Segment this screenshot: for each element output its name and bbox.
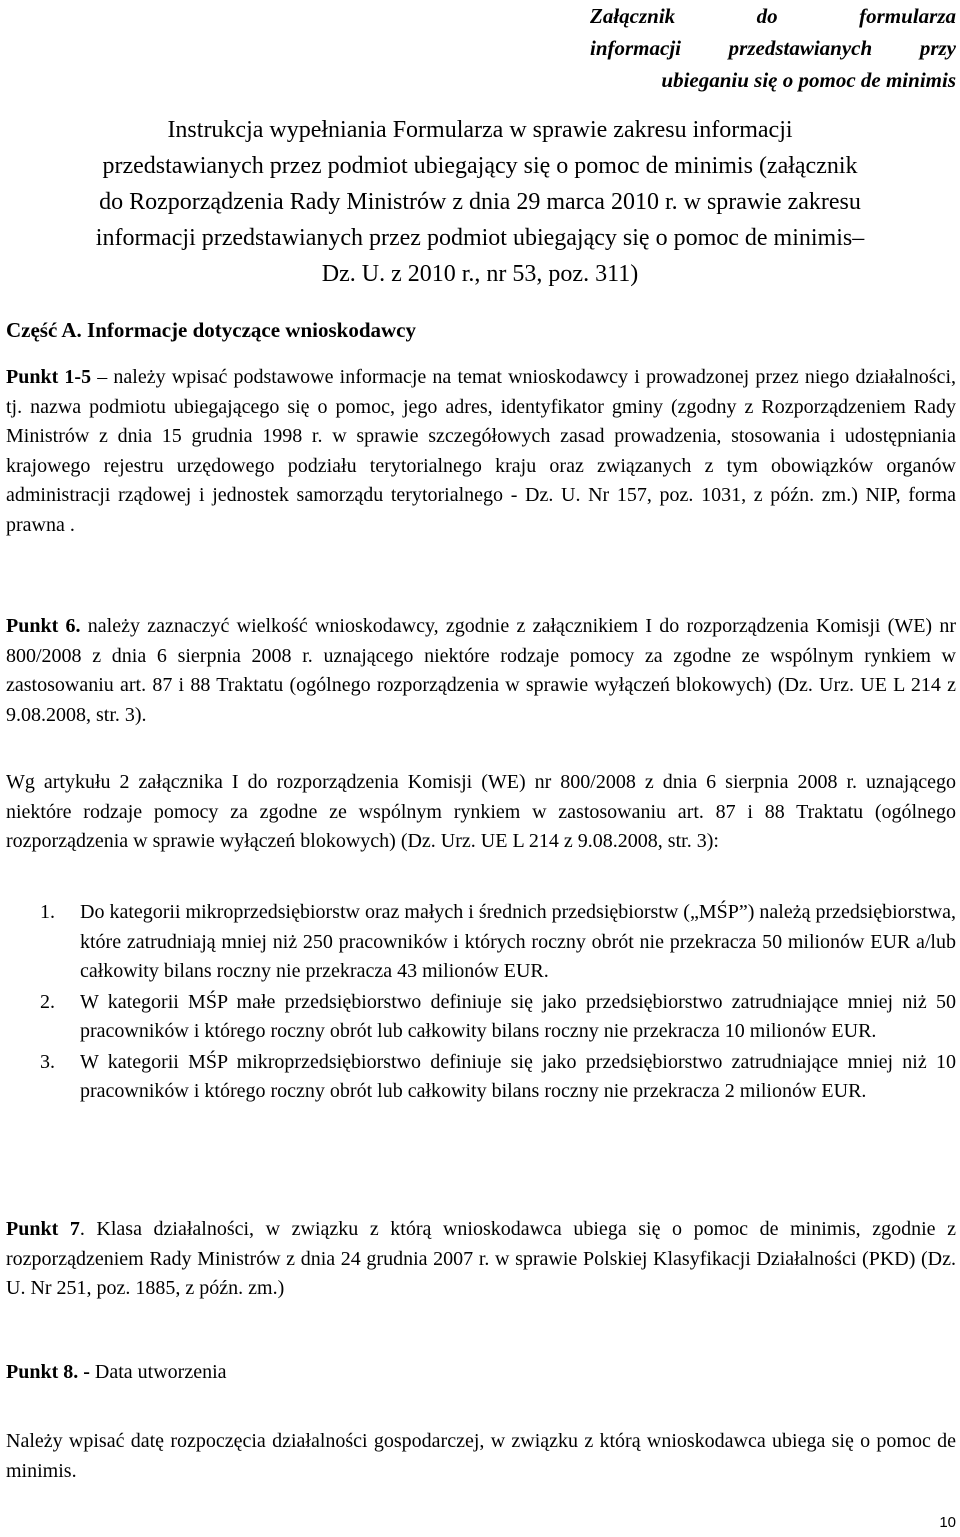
- title-line: Instrukcja wypełniania Formularza w sprawie zakresu informacji: [167, 117, 793, 143]
- punkt-label: Punkt 6.: [6, 615, 81, 637]
- list-item-number: 2.: [40, 990, 55, 1013]
- page-number: 10: [939, 1514, 956, 1531]
- section-heading: Część A. Informacje dotyczące wnioskodawcy: [6, 318, 417, 342]
- title-line: do Rozporządzenia Rady Ministrów z dnia 29 marca 2010 r. w sprawie zakresu: [99, 189, 861, 215]
- punkt-label: Punkt 1-5: [6, 366, 92, 388]
- punkt-1-5-paragraph: [6, 363, 956, 540]
- article-2-paragraph: Wg artykułu 2 załącznika I do rozporządzenia Komisji (WE) nr 800/2008 z dnia 6 sierpnia 2008 r. uznającego niektóre rodzaje pomocy za zgodne ze wspólnym rynkiem w zastosowaniu art. 87 i 88 Traktatu (ogólnego rozporządzenia w sprawie wyłączeń blokowych) (Dz. Urz. UE L 214 z 9.08.2008, str. 3):: [6, 771, 956, 852]
- msp-definitions-list: [40, 898, 956, 1107]
- attachment-note: [590, 0, 956, 96]
- punkt-8-heading: [6, 1358, 956, 1388]
- punkt-8-paragraph: Należy wpisać datę rozpoczęcia działalności gospodarczej, w związku z którą wnioskodawca ubiega się o pomoc de minimis.: [6, 1430, 956, 1482]
- list-item-text: W kategorii MŚP mikroprzedsiębiorstwo definiuje się jako przedsiębiorstwo zatrudniające mniej niż 10 pracowników i którego roczny obrót lub całkowity bilans roczny nie przekracza 2 milionów EUR.: [80, 1050, 956, 1102]
- punkt-7-paragraph: [6, 1215, 956, 1304]
- title-line: przedstawianych przez podmiot ubiegający się o pomoc de minimis (załącznik: [102, 153, 858, 179]
- list-item-text: W kategorii MŚP małe przedsiębiorstwo definiuje się jako przedsiębiorstwo zatrudniające mniej niż 50 pracowników i którego roczny obrót lub całkowity bilans roczny nie przekracza 10 milionów EUR.: [80, 990, 956, 1042]
- list-item: [40, 988, 956, 1047]
- list-item: [40, 1048, 956, 1107]
- title-line: Dz. U. z 2010 r., nr 53, poz. 311): [321, 261, 639, 287]
- document-title: [4, 112, 956, 292]
- punkt-label: Punkt 7: [6, 1218, 80, 1240]
- punkt-text: – należy wpisać podstawowe informacje na temat wnioskodawcy i prowadzonej przez niego działalności, tj. nazwa podmiotu ubiegającego się o pomoc, jego adres, identyfikator gminy (zgodny z Rozporządzeniem Rady Ministrów z dnia 15 grudnia 1998 r. w sprawie szczegółowych zasad prowadzenia, stosowania i udostępniania krajowego rejestru urzędowego podziału terytorialnego kraju oraz związanych z tym obowiązków organów administracji rządowej i jednostek samorządu terytorialnego - Dz. U. Nr 157, poz. 1031, z późn. zm.) NIP, forma prawna .: [6, 366, 956, 536]
- attachment-line: ubieganiu się o pomoc de minimis: [661, 68, 956, 92]
- attachment-line: Załącznik do formularza: [590, 4, 956, 28]
- title-line: informacji przedstawianych przez podmiot ubiegający się o pomoc de minimis–: [95, 225, 865, 251]
- punkt-text: należy zaznaczyć wielkość wnioskodawcy, zgodnie z załącznikiem I do rozporządzenia Komisji (WE) nr 800/2008 z dnia 6 sierpnia 2008 r. uznającego niektóre rodzaje pomocy za zgodne ze wspólnym rynkiem w zastosowaniu art. 87 i 88 Traktatu (ogólnego rozporządzenia w sprawie wyłączeń blokowych) (Dz. Urz. UE L 214 z 9.08.2008, str. 3).: [6, 615, 956, 726]
- attachment-line: informacji przedstawianych przy: [590, 36, 956, 60]
- punkt-text: . Klasa działalności, w związku z którą wnioskodawca ubiega się o pomoc de minimis, zgodnie z rozporządzeniem Rady Ministrów z dnia 24 grudnia 2007 r. w sprawie Polskiej Klasyfikacji Działalności (PKD) (Dz. U. Nr 251, poz. 1885, z późn. zm.): [6, 1218, 956, 1299]
- punkt-6-paragraph: [6, 612, 956, 730]
- list-item-number: 1.: [40, 901, 55, 923]
- punkt-label: Punkt 8. -: [6, 1361, 90, 1383]
- list-item: [40, 898, 956, 987]
- list-item-number: 3.: [40, 1050, 55, 1073]
- list-item-text: Do kategorii mikroprzedsiębiorstw oraz małych i średnich przedsiębiorstw („MŚP”) należą przedsiębiorstwa, które zatrudniają mniej niż 250 pracowników i których roczny obrót nie przekracza 50 milionów EUR a/lub całkowity bilans roczny nie przekracza 43 milionów EUR.: [80, 901, 956, 982]
- punkt-text: Data utworzenia: [89, 1361, 227, 1383]
